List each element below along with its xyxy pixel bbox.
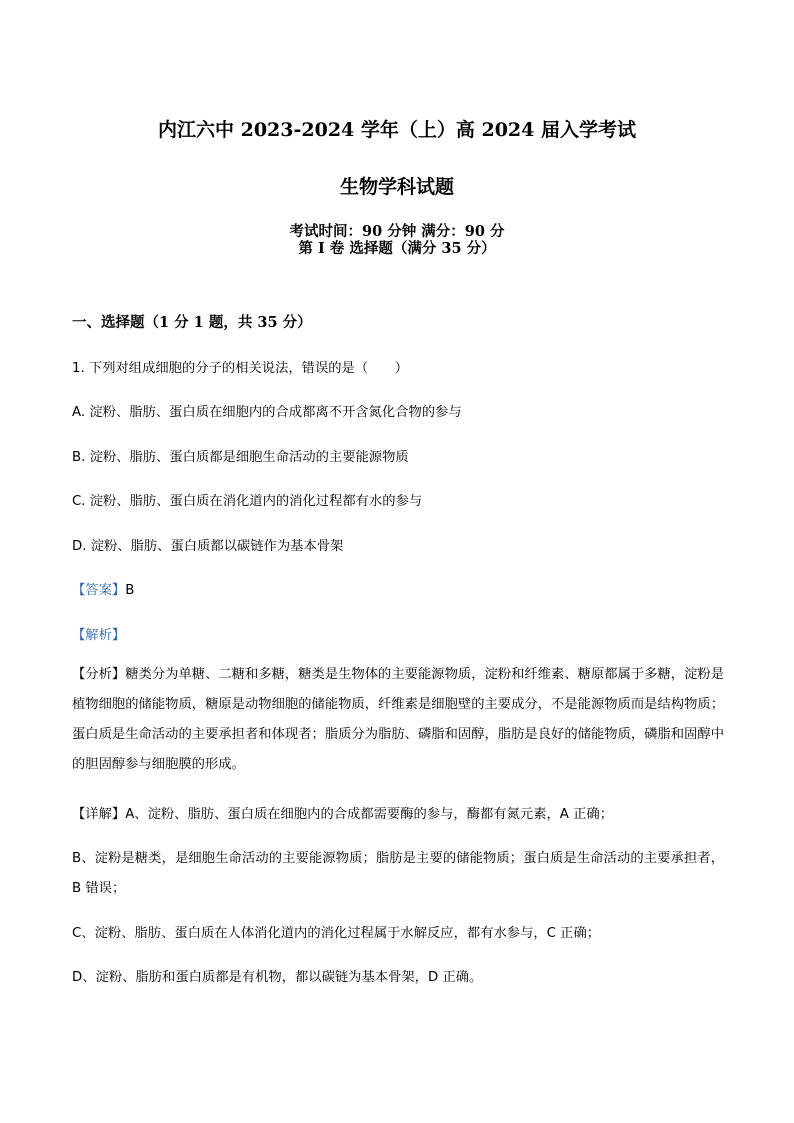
- answer-line: [72, 579, 134, 598]
- section-heading: 一、选择题（1 分 1 题，共 35 分）: [72, 314, 312, 331]
- analysis-tag: 【解析】: [72, 628, 126, 643]
- subject-title: 生物学科试题: [339, 176, 454, 198]
- answer-value: B: [125, 583, 135, 598]
- exam-info: 考试时间：90 分钟 满分：90 分: [289, 223, 505, 240]
- detail-line-b: B、淀粉是糖类，是细胞生命活动的主要能源物质；脂肪是主要的储能物质；蛋白质是生命活动的主要承担者，B 错误；: [72, 851, 724, 896]
- question-stem: 1. 下列对组成细胞的分子的相关说法，错误的是（ ）: [72, 361, 409, 376]
- volume-title: 第 I 卷 选择题（满分 35 分）: [298, 240, 496, 257]
- exam-title: 内江六中 2023-2024 学年（上）高 2024 届入学考试: [158, 119, 636, 141]
- option-a: A. 淀粉、脂肪、蛋白质在细胞内的合成都离不开含氮化合物的参与: [72, 405, 462, 420]
- detail-line-c: C、淀粉、脂肪、蛋白质在人体消化道内的消化过程属于水解反应，都有水参与，C 正确；: [72, 926, 601, 941]
- detail-text-a: A、淀粉、脂肪、蛋白质在细胞内的合成都需要酶的参与，酶都有氮元素，A 正确；: [125, 807, 613, 822]
- answer-tag: 【答案】: [72, 583, 126, 598]
- analysis-paragraph: [72, 660, 724, 780]
- detail-line-d: D、淀粉、脂肪和蛋白质都是有机物，都以碳链为基本骨架，D 正确。: [72, 970, 483, 985]
- detail-line-a: [72, 800, 724, 830]
- option-c: C. 淀粉、脂肪、蛋白质在消化道内的消化过程都有水的参与: [72, 494, 423, 509]
- analysis-label: 【分析】: [72, 667, 126, 682]
- analysis-text: 糖类分为单糖、二糖和多糖，糖类是生物体的主要能源物质，淀粉和纤维素、糖原都属于多糖，淀粉是植物细胞的储能物质，糖原是动物细胞的储能物质，纤维素是细胞壁的主要成分，不是能源物质而是结构物质；蛋白质是生命活动的主要承担者和体现者；脂质分为脂肪、磷脂和固醇，脂肪是良好的储能物质，磷脂和固醇中的胆固醇参与细胞膜的形成。: [72, 667, 725, 772]
- analysis-heading: [72, 624, 125, 643]
- option-b: B. 淀粉、脂肪、蛋白质都是细胞生命活动的主要能源物质: [72, 450, 409, 465]
- option-d: D. 淀粉、脂肪、蛋白质都以碳链作为基本骨架: [72, 539, 344, 554]
- detail-label: 【详解】: [72, 807, 126, 822]
